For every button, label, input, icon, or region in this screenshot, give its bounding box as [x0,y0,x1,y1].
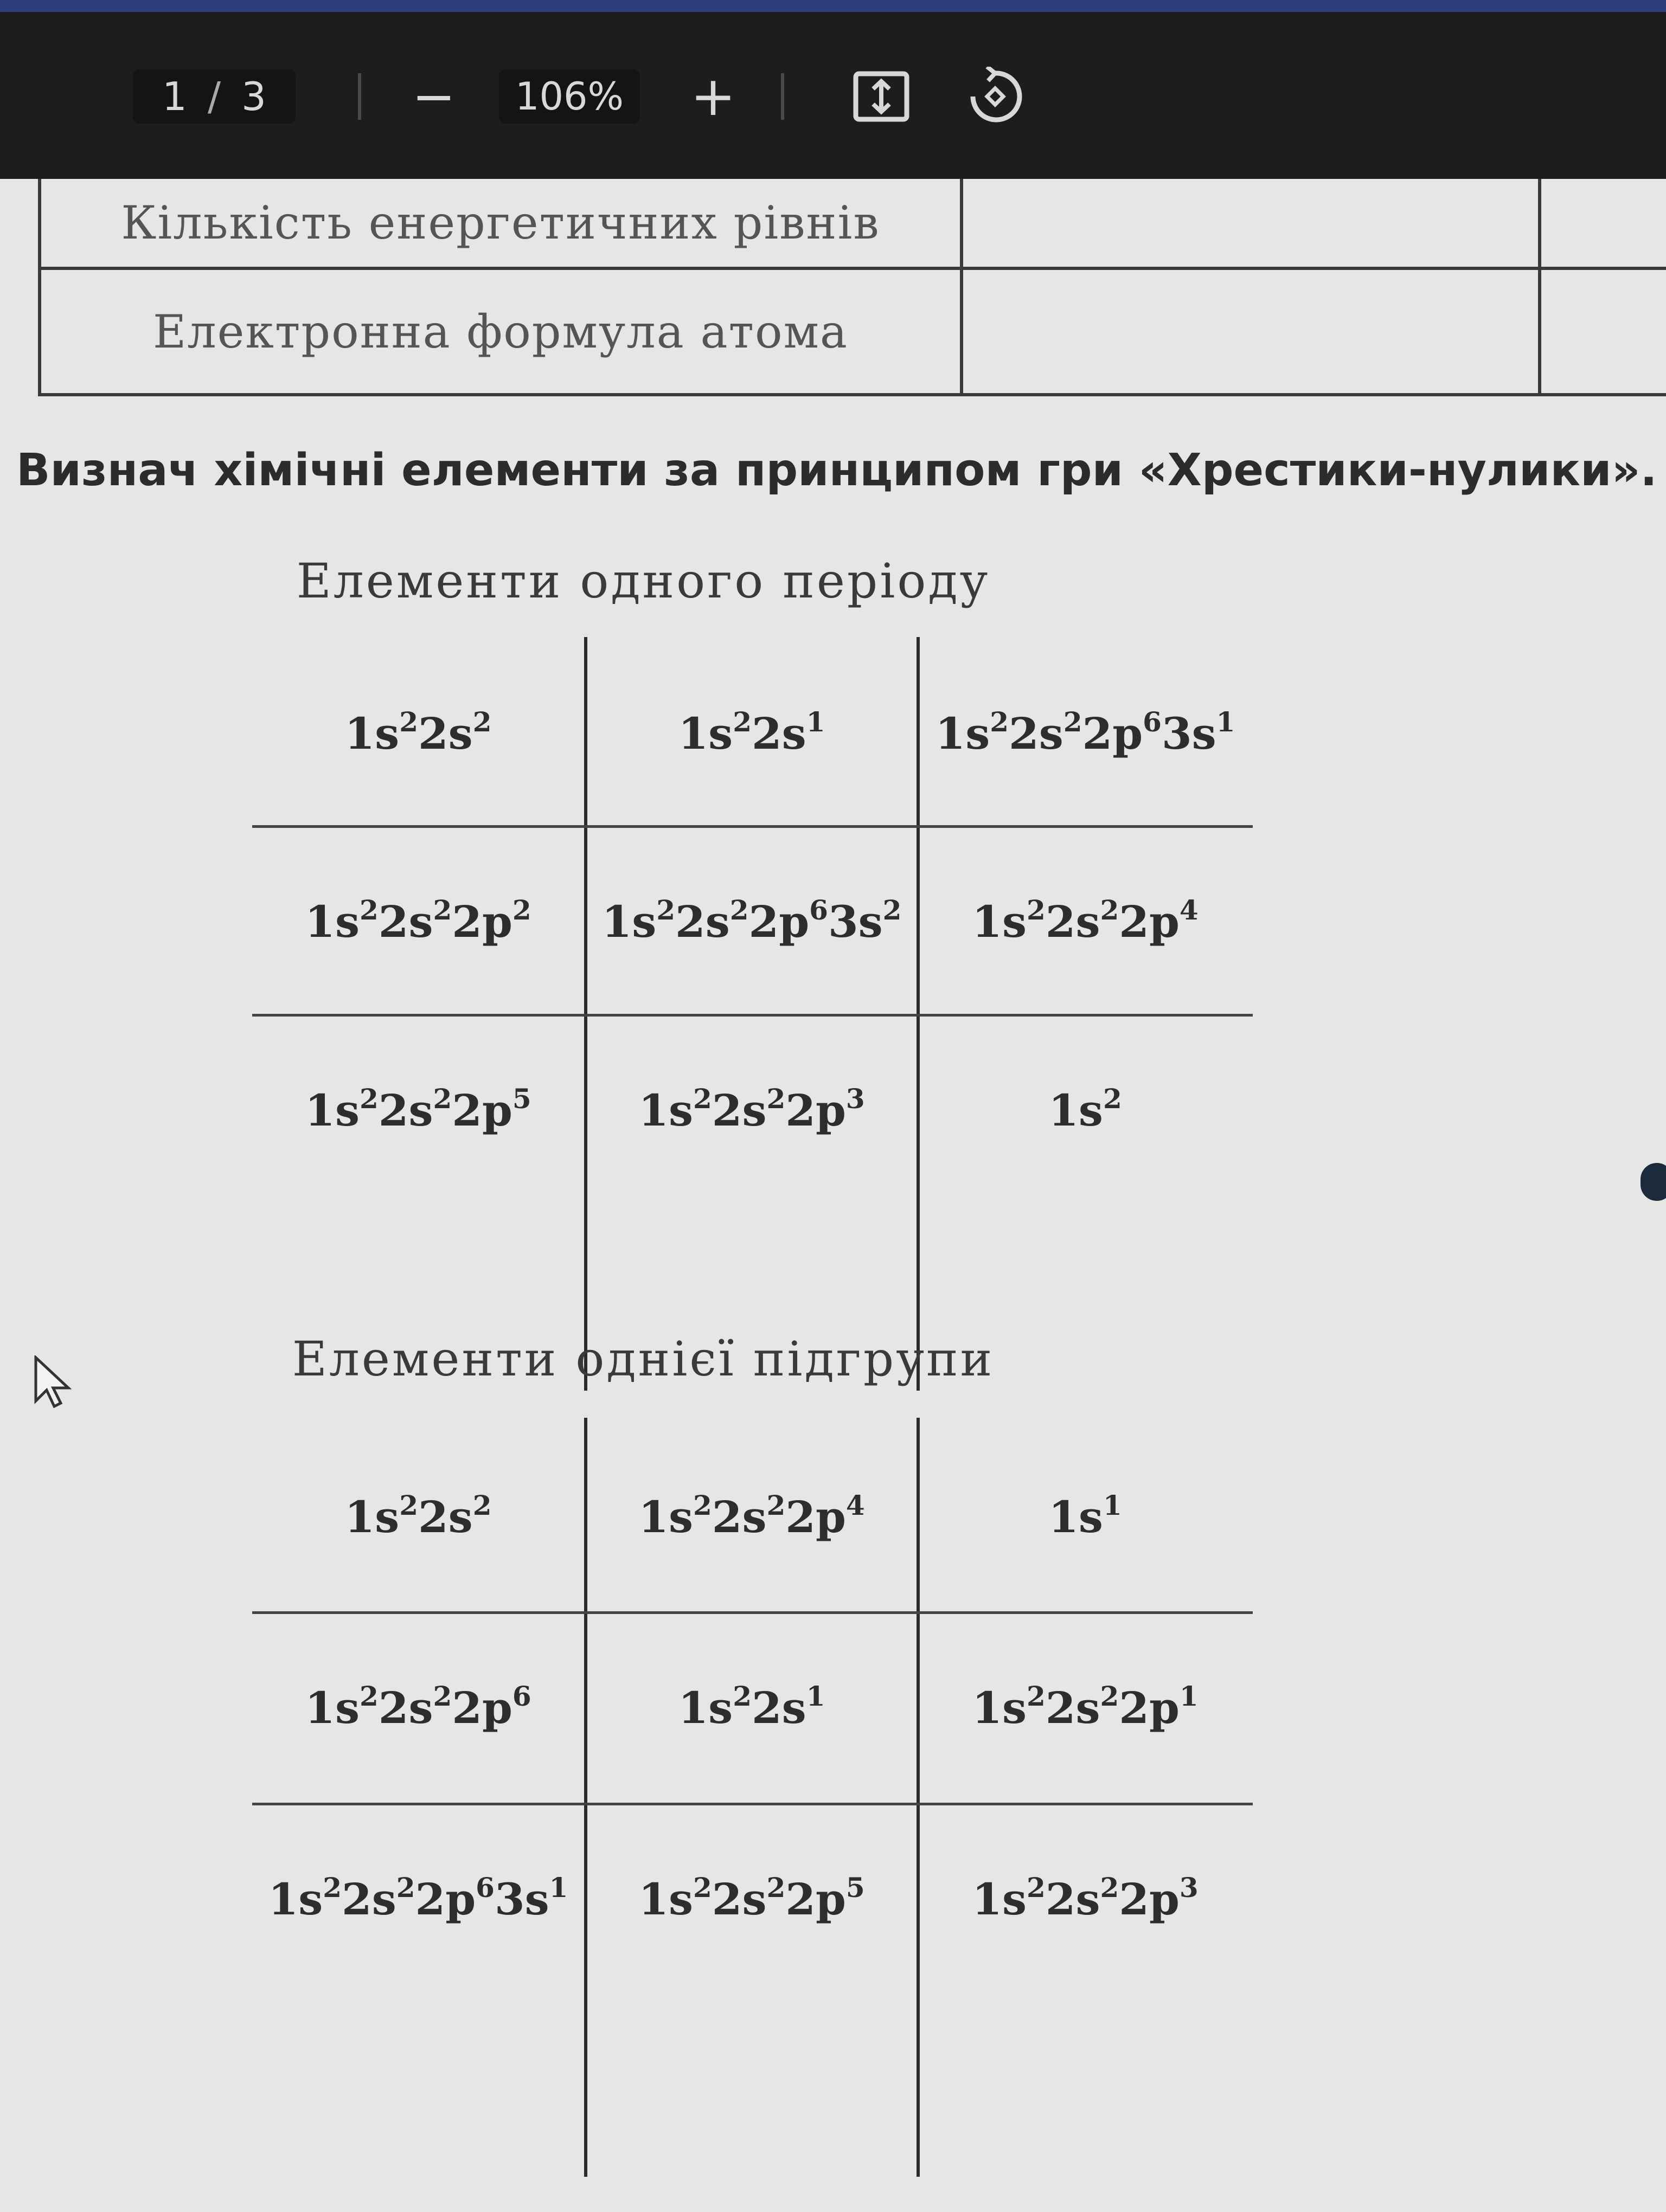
page-separator: / [207,74,221,119]
grid-cell[interactable] [252,1805,584,1993]
grid-cell[interactable] [252,1423,584,1611]
electron-count: 2 [733,706,752,738]
orbital-term: 1s [972,1874,1027,1925]
electron-formula [1048,1491,1122,1542]
electron-count: 2 [766,1489,786,1521]
table-value-cell[interactable] [962,179,1540,268]
electron-count: 6 [809,894,828,926]
orbital-term: 1s [638,1085,693,1136]
orbital-term: 2p [452,1682,512,1733]
orbital-term: 2p [1119,1682,1180,1733]
electron-count: 3 [1179,1872,1199,1904]
electron-count: 2 [990,706,1009,738]
electron-count: 6 [512,1680,531,1712]
electron-count: 1 [549,1872,568,1904]
electron-count: 5 [512,1083,531,1115]
orbital-term: 2p [1082,708,1143,759]
orbital-term: 2p [415,1874,476,1925]
grid-cell[interactable] [919,1017,1251,1204]
fit-page-icon[interactable] [841,69,922,124]
grid-cell[interactable] [919,640,1251,827]
electron-formula [972,896,1198,947]
electron-count: 2 [766,1872,786,1904]
orbital-term: 2p [452,896,512,947]
electron-count: 2 [360,1083,379,1115]
electron-formula [638,1085,864,1136]
electron-formula [638,1874,864,1925]
orbital-term: 2p [748,896,810,947]
table-value-cell[interactable] [962,268,1540,395]
electron-count: 2 [396,1872,415,1904]
grid-cell[interactable] [586,1423,918,1611]
electron-count: 2 [399,1489,418,1521]
grid-cell[interactable] [919,828,1251,1015]
orbital-term: 1s [305,1682,360,1733]
orbital-term: 2s [342,1874,396,1925]
electron-count: 5 [845,1872,865,1904]
electron-formula [972,1874,1198,1925]
pdf-toolbar [0,0,1666,179]
electron-count: 2 [433,894,452,926]
table-label-cell: Електронна формула атома [40,268,962,395]
orbital-term: 2s [712,1491,767,1542]
electron-count: 2 [360,1680,379,1712]
orbital-term: 2s [378,1682,433,1733]
grid-cell[interactable] [919,1805,1251,1993]
electron-count: 3 [845,1083,865,1115]
orbital-term: 2s [378,1085,433,1136]
electron-formula [345,708,492,759]
electron-formula [678,1682,825,1733]
grid-cell[interactable] [252,1017,584,1204]
mouse-pointer-icon [33,1355,76,1410]
electron-count: 4 [845,1489,865,1521]
electron-formula [678,708,825,759]
grid-cell[interactable] [919,1614,1251,1802]
orbital-term: 2s [752,1682,806,1733]
electron-count: 2 [1027,1680,1046,1712]
orbital-term: 2s [378,896,433,947]
orbital-term: 2s [1009,708,1063,759]
group-grid-title: Елементи однієї підгрупи [292,1331,995,1387]
electron-count: 2 [693,1872,712,1904]
electron-count: 1 [806,1680,825,1712]
zoom-in-button[interactable]: + [690,65,736,128]
electron-formula [268,1874,568,1925]
electron-formula [305,896,531,947]
electron-formula [305,1682,531,1733]
orbital-term: 2s [418,708,473,759]
electron-count: 2 [733,1680,752,1712]
electron-count: 6 [1143,706,1162,738]
electron-count: 2 [1100,1872,1119,1904]
grid-cell[interactable] [252,828,584,1015]
electron-count: 2 [729,894,749,926]
table-row [40,268,1666,395]
electron-count: 2 [472,706,492,738]
task-instruction: Визнач хімічні елементи за принципом гри «Хрестики-нулики». [16,445,1657,496]
orbital-term: 2s [752,708,806,759]
orbital-term: 1s [678,708,733,759]
electron-count: 2 [693,1083,712,1115]
electron-count: 2 [512,894,531,926]
electron-count: 1 [806,706,825,738]
electron-count: 2 [323,1872,342,1904]
orbital-term: 2s [712,1874,767,1925]
window-top-strip [0,0,1666,12]
orbital-term: 1s [972,1682,1027,1733]
edge-object [1641,1163,1666,1201]
page-indicator[interactable] [133,69,296,124]
orbital-term: 1s [344,708,400,759]
table-value-cell[interactable] [1540,179,1666,268]
electron-count: 2 [433,1680,452,1712]
toolbar-divider [358,73,361,120]
electron-count: 2 [1103,1083,1122,1115]
electron-count: 2 [656,894,676,926]
orbital-term: 1s [601,896,657,947]
electron-count: 1 [1179,1680,1199,1712]
zoom-level[interactable]: 106% [499,69,640,124]
electron-count: 2 [1027,894,1046,926]
orbital-term: 2p [1119,896,1180,947]
table-label-cell: Кількість енергетичних рівнів [40,179,962,268]
electron-count: 2 [693,1489,712,1521]
electron-count: 2 [1027,1872,1046,1904]
orbital-term: 2s [418,1491,473,1542]
orbital-term: 2s [712,1085,767,1136]
grid-cell[interactable] [919,1423,1251,1611]
period-tic-tac-toe-grid [252,637,1253,1391]
period-grid-title: Елементи одного періоду [296,553,990,609]
electron-count: 6 [476,1872,495,1904]
grid-cell[interactable] [252,640,584,827]
orbital-term: 1s [305,896,360,947]
orbital-term: 1s [1048,1491,1103,1542]
orbital-term: 2p [785,1491,846,1542]
table-row [40,179,1666,268]
grid-cell[interactable] [586,1805,918,1993]
orbital-term: 1s [1048,1085,1103,1136]
rotate-icon[interactable] [954,69,1036,124]
electron-formula [345,1491,492,1542]
electron-count: 2 [1100,1680,1119,1712]
electron-formula [602,896,902,947]
orbital-term: 3s [494,1874,549,1925]
electron-formula [1048,1085,1122,1136]
document-page [0,179,1666,2212]
electron-formula [972,1682,1198,1733]
orbital-term: 2p [452,1085,512,1136]
grid-cell[interactable] [586,1614,918,1802]
orbital-term: 1s [678,1682,733,1733]
electron-count: 2 [472,1489,492,1521]
electron-formula [305,1085,531,1136]
grid-cell[interactable] [586,640,918,827]
orbital-term: 2p [785,1085,846,1136]
orbital-term: 1s [638,1491,693,1542]
orbital-term: 2s [1045,1682,1100,1733]
electron-count: 1 [1103,1489,1122,1521]
group-tic-tac-toe-grid [252,1418,1253,2177]
electron-count: 2 [399,706,418,738]
orbital-term: 3s [828,896,883,947]
orbital-term: 2s [1045,1874,1100,1925]
electron-count: 2 [433,1083,452,1115]
electron-count: 1 [1216,706,1235,738]
orbital-term: 1s [344,1491,400,1542]
orbital-term: 2p [1119,1874,1180,1925]
electron-count: 2 [1100,894,1119,926]
orbital-term: 1s [972,896,1027,947]
element-info-table [38,179,1666,396]
page-total: 3 [241,74,266,119]
table-value-cell[interactable] [1540,268,1666,395]
orbital-term: 1s [268,1874,323,1925]
electron-count: 2 [360,894,379,926]
grid-cell[interactable] [586,1017,918,1204]
electron-count: 2 [882,894,902,926]
electron-count: 2 [1063,706,1082,738]
orbital-term: 2s [675,896,730,947]
orbital-term: 1s [638,1874,693,1925]
grid-cell[interactable] [252,1614,584,1802]
zoom-out-button[interactable]: − [412,66,456,127]
orbital-term: 3s [1161,708,1216,759]
electron-count: 2 [766,1083,786,1115]
toolbar-divider [781,73,784,120]
orbital-term: 2p [785,1874,846,1925]
orbital-term: 1s [305,1085,360,1136]
orbital-term: 1s [935,708,990,759]
page-current: 1 [162,74,187,119]
electron-count: 4 [1179,894,1199,926]
grid-cell[interactable] [586,828,918,1015]
electron-formula [935,708,1235,759]
orbital-term: 2s [1045,896,1100,947]
electron-formula [638,1491,864,1542]
